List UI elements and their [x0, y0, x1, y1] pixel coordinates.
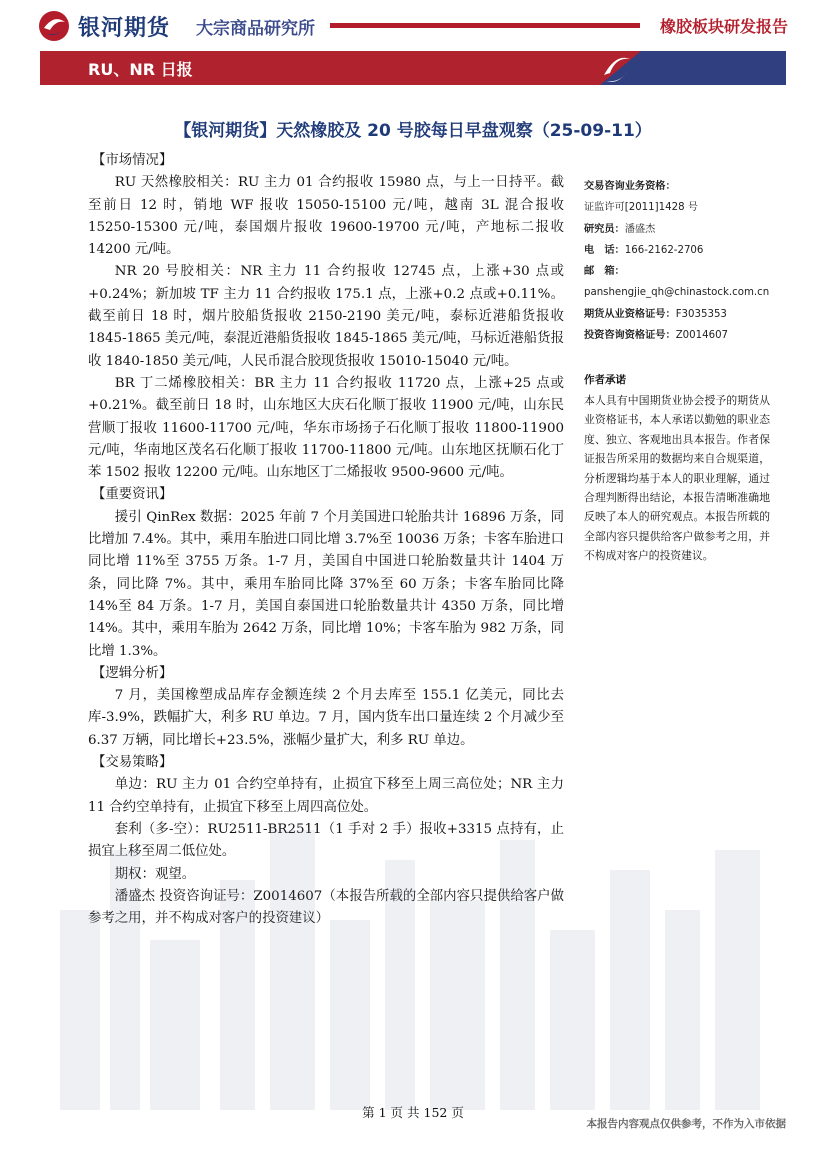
galaxy-logo-icon — [38, 10, 70, 42]
paragraph-logic: 7 月，美国橡塑成品库存金额连续 2 个月去库至 155.1 亿美元，同比去库-3.9%，跌幅扩大，利多 RU 单边。7 月，国内货车出口量连续 2 个月减少至 6.37 万辆，同比增长+23.5%，涨幅少量扩大，利多 RU 单边。 — [88, 688, 564, 748]
department-name: 大宗商品研究所 — [196, 19, 315, 39]
section-heading-news: 【重要资讯】 — [92, 487, 173, 503]
researcher-label: 研究员： — [584, 223, 625, 235]
page-number: 第 1 页 共 152 页 — [362, 1105, 464, 1120]
paragraph-options: 期权：观望。 — [114, 866, 196, 882]
logo-name: 银河期货 — [78, 15, 171, 41]
futures-cert-label: 期货从业资格证号： — [584, 308, 676, 320]
researcher-value: 潘盛杰 — [624, 223, 656, 235]
footer-disclaimer: 本报告内容观点仅供参考，不作为入市依据 — [586, 1118, 786, 1130]
invest-cert-label: 投资咨询资格证号： — [584, 330, 676, 342]
paragraph-single-side: 单边：RU 主力 01 合约空单持有，止损宜下移至上周三高位处；NR 主力 11 合约空单持有，止损宜下移至上周四高位处。 — [88, 777, 564, 815]
futures-cert-value: F3035353 — [675, 308, 727, 320]
section-heading-logic: 【逻辑分析】 — [92, 665, 173, 681]
section-banner — [40, 51, 786, 85]
qualification-label: 交易咨询业务资格： — [584, 181, 676, 192]
commitment-heading: 作者承诺 — [584, 374, 626, 386]
company-logo — [38, 10, 170, 42]
paragraph-news: 援引 QinRex 数据：2025 年前 7 个月美国进口轮胎共计 16896 万条，同比增加 7.4%。其中，乘用车胎进口同比增 3.7%至 10036 万条；卡客车胎进口同比增 11%至 3755 万条。1-7 月，美国自中国进口轮胎数量共计 1404 万条，同比降 7%。其中，乘用车胎同比降 37%至 60 万条；卡客车胎同比降 14%至 84 万条。1-7 月，美国自泰国进口轮胎数量共计 4350 万条，同比增 14%。其中，乘用车胎为 2642 万条，同比增 10%；卡客车胎为 982 万条，同比增 1.3%。 — [88, 509, 564, 659]
phone-label: 电 话： — [584, 244, 625, 256]
paragraph-analyst-note: 潘盛杰 投资咨询证号：Z0014607（本报告所载的全部内容只提供给客户做参考之用，并不构成对客户的投资建议） — [88, 888, 564, 927]
section-heading-strategy: 【交易策略】 — [92, 755, 173, 771]
page-title: 【银河期货】天然橡胶及 20 号胶每日早盘观察（25-09-11） — [174, 121, 652, 141]
paragraph-arbitrage: 套利（多-空）：RU2511-BR2511（1 手对 2 手）报收+3315 点持有，止损宜上移至周二低位处。 — [88, 821, 564, 860]
qualification-value: 证监许可[2011]1428 号 — [584, 202, 698, 214]
email-value[interactable]: panshengjie_qh@chinastock.com.cn — [584, 287, 770, 299]
skyline-watermark — [40, 790, 790, 1110]
banner-text: RU、NR 日报 — [88, 60, 193, 79]
paragraph-br: BR 丁二烯橡胶相关：BR 主力 11 合约报收 11720 点，上涨+25 点或+0.21%。截至前日 18 时，山东地区大庆石化顺丁报收 11900 元/吨，山东民营顺丁报收 11600-11700 元/吨，华东市场扬子石化顺丁报收 11800-11900 元/吨，华南地区茂名石化顺丁报收 11700-11800 元/吨。山东地区抚顺石化丁苯 1502 报收 12200 元/吨。山东地区丁二烯报收 9500-9600 元/吨。 — [88, 375, 564, 481]
phone-value: 166-2162-2706 — [624, 244, 704, 256]
email-label: 邮 箱： — [584, 266, 625, 278]
report-type: 橡胶板块研发报告 — [659, 17, 788, 36]
sidebar-contact — [584, 176, 774, 346]
commitment-text: 本人具有中国期货业协会授予的期货从业资格证书，本人承诺以勤勉的职业态度、独立、客观地出具本报告。作者保证报告所采用的数据均来自合规渠道，分析逻辑均基于本人的职业理解，通过合理判断得出结论，本报告清晰准确地反映了本人的研究观点。本报告所载的全部内容只提供给客户做参考之用，并不构成对客户的投资建议。 — [584, 394, 770, 563]
paragraph-nr: NR 20 号胶相关：NR 主力 11 合约报收 12745 点，上涨+30 点或+0.24%；新加坡 TF 主力 11 合约报收 175.1 点，上涨+0.2 点或+0.11%。截至前日 18 时，烟片胶船货报收 2150-2190 美元/吨，泰标近港船货报收 1845-1865 美元/吨，泰混近港船货报收 1845-1865 美元/吨，马标近港船货报收 1840-1850 美元/吨，人民币混合胶现货报收 15010-15040 元/吨。 — [88, 264, 564, 369]
invest-cert-value: Z0014607 — [675, 330, 729, 342]
paragraph-ru: RU 天然橡胶相关：RU 主力 01 合约报收 15980 点，与上一日持平。截至前日 12 时，销地 WF 报收 15050-15100 元/吨，越南 3L 混合报收 15250-15300 元/吨，泰国烟片报收 19600-19700 元/吨，产地标二报收 14200 元/吨。 — [88, 175, 564, 258]
section-heading-market: 【市场情况】 — [92, 153, 173, 168]
header-divider — [330, 23, 640, 28]
banner-swoosh-icon — [596, 51, 636, 85]
